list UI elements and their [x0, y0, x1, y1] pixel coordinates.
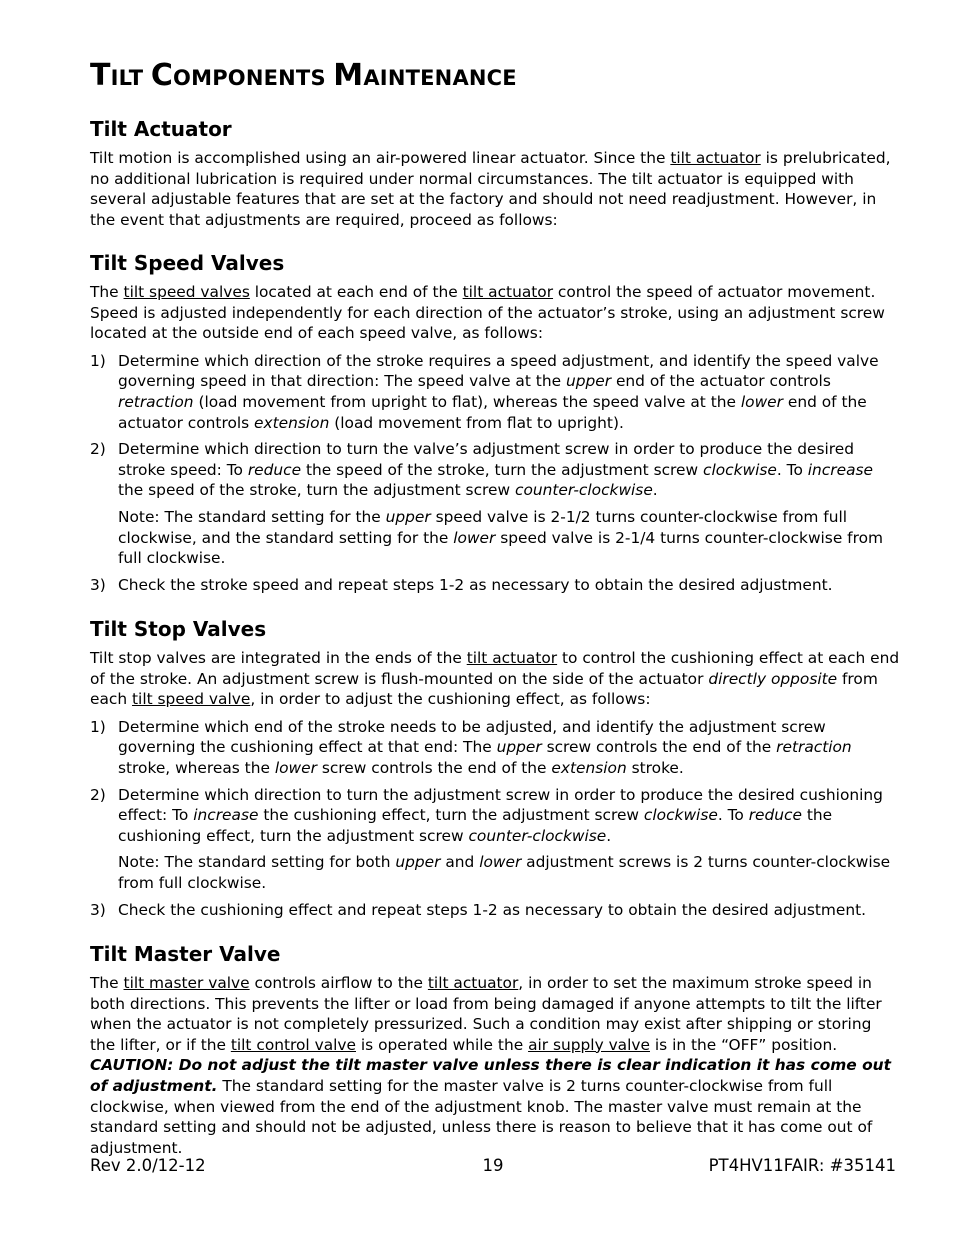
section-tilt-master-valve: [90, 973, 900, 1158]
revision-label: Rev 2.0/12-12: [90, 1156, 206, 1175]
paragraph: Tilt motion is accomplished using an air-powered linear actuator. Since the tilt actuator is prelubricated, no additional lubrication is required under normal circumstances. The tilt actuator is equipped with several adjustable features that are set at the factory and should not need readjustment. However, in the event that adjustments are required, proceed as follows:: [90, 149, 891, 229]
section-tilt-speed-valves: [90, 282, 900, 595]
heading-tilt-stop-valves: Tilt Stop Valves: [90, 617, 267, 641]
list-item: 2) Determine which direction to turn the adjustment screw in order to produce the desired cushioning effect: To increase the cushioning effect, turn the adjustment screw clockwise. To reduce the cushioning effect, turn the adjustment screw counter-clockwise.: [90, 785, 883, 845]
note: Note: The standard setting for both upper and lower adjustment screws is 2 turns counter-clockwise from full clockwise.: [118, 853, 891, 892]
list-item: 1) Determine which end of the stroke needs to be adjusted, and identify the adjustment screw governing the cushioning effect at that end: The upper screw controls the end of the retraction stroke, whereas the lower screw controls the end of the extension stroke.: [90, 717, 852, 777]
list-item: 3) Check the cushioning effect and repeat steps 1-2 as necessary to obtain the desired adjustment.: [90, 900, 867, 919]
caution-text: CAUTION: Do not adjust the tilt master valve unless there is clear indication it has come out of adjustment.: [90, 1056, 891, 1095]
page-title: TILT COMPONENTS MAINTENANCE: [90, 58, 517, 93]
list-item: 2) Determine which direction to turn the valve’s adjustment screw in order to produce the desired stroke speed: To reduce the speed of the stroke, turn the adjustment screw clockwise. To increase the speed of the stroke, turn the adjustment screw counter-clockwise.: [90, 440, 873, 500]
heading-tilt-actuator: Tilt Actuator: [90, 117, 232, 141]
paragraph: Tilt stop valves are integrated in the ends of the tilt actuator to control the cushioning effect at each end of the stroke. An adjustment screw is flush-mounted on the side of the actuator directly opposite from each tilt speed valve, in order to adjust the cushioning effect, as follows:: [90, 649, 900, 709]
paragraph: The tilt master valve controls airflow to the tilt actuator, in order to set the maximum stroke speed in both directions. This prevents the lifter or load from being damaged if anyone attempts to tilt the lifter when the actuator is not completely pressurized. Such a condition may exist after shipping or storing the lifter, or if the tilt control valve is operated while the air supply valve is in the “OFF” position. CAUTION: Do not adjust the tilt master valve unless there is clear indication it has come out of adjustment. The standard setting for the master valve is 2 turns counter-clockwise from full clockwise, when viewed from the end of the adjustment knob. The master valve must remain at the standard setting and should not be adjusted, unless there is reason to believe that it has come out of adjustment.: [90, 974, 891, 1157]
paragraph: The tilt speed valves located at each end of the tilt actuator control the speed of actuator movement. Speed is adjusted independently for each direction of the actuator’s stroke, using an adjustment screw located at the outside end of each speed valve, as follows:: [90, 283, 885, 343]
heading-tilt-master-valve: Tilt Master Valve: [90, 942, 281, 966]
note: Note: The standard setting for the upper speed valve is 2-1/2 turns counter-clockwise from full clockwise, and the standard setting for the lower speed valve is 2-1/4 turns counter-clockwise from full clockwise.: [118, 507, 884, 568]
page-number: 19: [482, 1156, 504, 1175]
list-item: 1) Determine which direction of the stroke requires a speed adjustment, and identify the speed valve governing speed in that direction: The speed valve at the upper end of the actuator controls retraction (load movement from upright to flat), whereas the speed valve at the lower end of the actuator controls extension (load movement from flat to upright).: [90, 351, 879, 432]
heading-tilt-speed-valves: Tilt Speed Valves: [90, 251, 285, 275]
section-tilt-stop-valves: [90, 648, 900, 920]
list-item: 3) Check the stroke speed and repeat steps 1-2 as necessary to obtain the desired adjustment.: [90, 575, 833, 594]
document-id: PT4HV11FAIR: #35141: [708, 1156, 896, 1175]
section-tilt-actuator: [90, 148, 900, 230]
